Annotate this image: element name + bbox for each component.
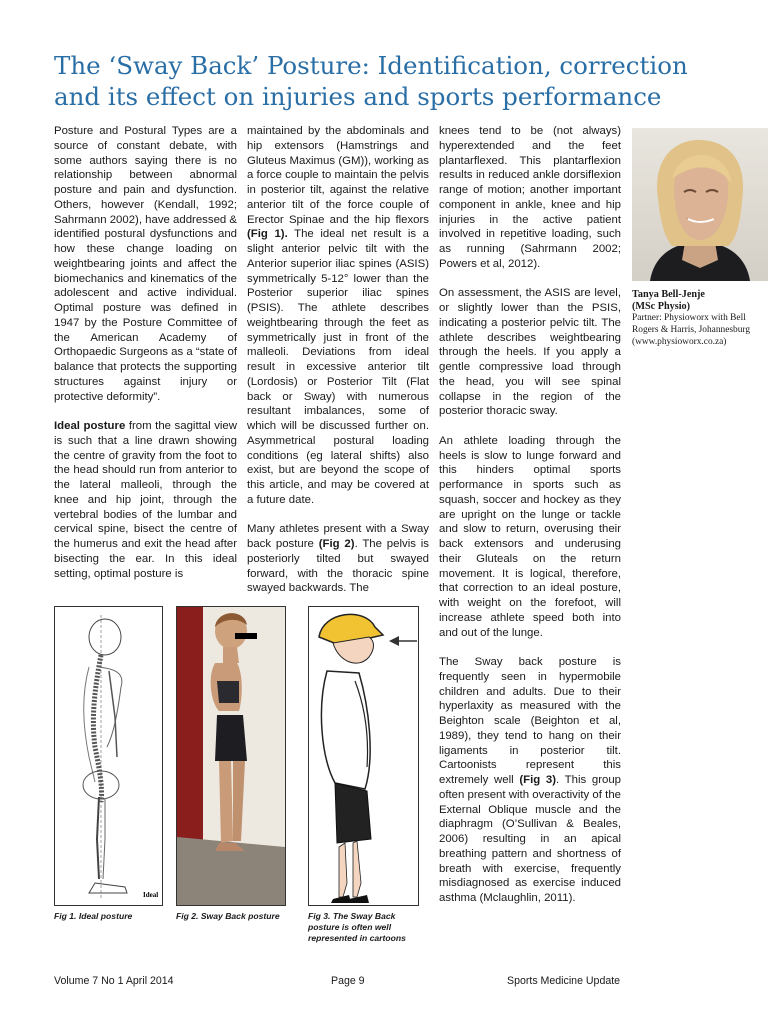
paragraph-text: . This group often present with overactivity of the External Oblique muscle and the diaphragm (O’Sullivan & Beales, 2006) resulting in an apical breathing pattern and shortness of breath with exercise, frequently misdiagnosed as exercise induced asthma (Mclaughlin, 2011). xyxy=(439,774,621,904)
paragraph xyxy=(54,419,237,581)
paragraph: knees tend to be (not always) hyperextended and the feet plantarflexed. This plantarflexion results in reduced ankle dorsiflexion range of motion; another important component in ankle, knee and hip injuries in the active patient involved in repetitive loading, such as running (Sahrmann 2002; Powers et al, 2012). xyxy=(439,125,621,270)
figure-reference: (Fig 2) xyxy=(318,538,355,550)
figure-reference: (Fig 3) xyxy=(519,774,557,786)
footer-page-number: Page 9 xyxy=(331,975,365,987)
author-affiliation: Partner: Physioworx with Bell Rogers & Harris, Johannesburg xyxy=(632,313,751,335)
paragraph: Posture and Postural Types are a source of constant debate, with some authors saying there is no relationship between abnormal posture and pain and dysfunction. Others, however (Kendall, 1992; Sahrmann 2002), have addressed & identified postural dysfunctions and how these change loading on weightbearing joints and affect the biomechanics and kinematics of the adolescent and active individual. Optimal posture was defined in 1947 by the Posture Committee of the American Academy of Orthopaedic Surgeons as a “state of balance that protects the supporting structures against injury or protective deformity”. xyxy=(54,125,238,403)
paragraph-text: The ideal net result is a slight anterior pelvic tilt with the Anterior superior iliac spines (ASIS) symmetrically 5-12° lower than the Posterior superior iliac spines (PSIS). The athlete describes weightbearing through the feet as symmetrically just in front of the malleoli. Deviations from ideal result in excessive anterior tilt (Lordosis) or Posterior Tilt (Flat back or Sway) with numerous resultant imbalances, some of which will be discussed further on. Asymmetrical postural loading conditions (eg lateral shifts) also exist, but are beyond the scope of this article, and may be covered at a future date. xyxy=(247,228,429,506)
paragraph: On assessment, the ASIS are level, or slightly lower than the PSIS, indicating a posterior pelvic tilt. The athlete describes weightbearing through the heels. If you apply a gentle compressive load through the head, you will see spinal collapse in the region of the posterior thoracic sway. xyxy=(439,287,621,418)
paragraph-text: . The pelvis is posteriorly tilted but swayed forward, with the thoracic spine swayed backwards. The xyxy=(247,538,429,595)
text-column-2 xyxy=(247,124,429,611)
paragraph: An athlete loading through the heels is slow to lunge forward and this hinders optimal sports performance in sports such as squash, soccer and hockey as they are upright on the lunge or tackle and slow to return, overusing their back extensors and underusing their Gluteals on the return movement. It is logical, therefore, that correction to an ideal posture, with weight on the forefoot, will increase athlete speed both into and out of the lunge. xyxy=(439,434,621,639)
paragraph-text: Many athletes present with a Sway back posture xyxy=(247,523,429,550)
paragraph xyxy=(247,124,429,508)
author-photo xyxy=(632,128,768,281)
paragraph-text: from the sagittal view is such that a line drawn showing the centre of gravity from the foot to the head should run from anterior to the lateral malleoli, through the knee and hip joint, through the vertebral bodies of the lumbar and cervical spine, bisect the centre of the humerus and exit the head after bisecting the ear. In this ideal setting, optimal posture is xyxy=(54,420,237,580)
bold-term: Ideal posture xyxy=(54,420,126,432)
figure-1-label: Ideal xyxy=(143,891,159,899)
author-name: Tanya Bell-Jenje xyxy=(632,289,705,300)
figure-reference: (Fig 1). xyxy=(247,228,288,241)
figure-1-caption: Fig 1. Ideal posture xyxy=(54,911,133,921)
figure-2-image xyxy=(176,606,286,906)
footer-publication: Sports Medicine Update xyxy=(507,975,621,987)
paragraph xyxy=(439,655,621,906)
figure-2-caption: Fig 2. Sway Back posture xyxy=(176,911,280,921)
figure-3-caption: Fig 3. The Sway Back posture is often well represented in cartoons xyxy=(308,911,406,943)
text-column-3 xyxy=(439,124,621,921)
paragraph-text: maintained by the abdominals and hip extensors (Hamstrings and Gluteus Maximus (GM)), working as a force couple to maintain the pelvis in posterior tilt, against the relative anterior tilt of the force couple of Erector Spinae and the hip flexors xyxy=(247,125,429,226)
author-info xyxy=(632,289,766,348)
article-title: The ‘Sway Back’ Posture: Identification, correction and its effect on injuries and sports performance xyxy=(54,51,688,111)
footer-issue: Volume 7 No 1 April 2014 xyxy=(54,975,174,987)
paragraph xyxy=(247,522,429,596)
author-website: (www.physioworx.co.za) xyxy=(632,336,727,347)
author-degree: (MSc Physio) xyxy=(632,301,691,313)
figure-1-image xyxy=(54,606,163,906)
paragraph-text: The Sway back posture is frequently seen in hypermobile children and adults. Due to their hyperlaxity as measured with the Beighton scale (Beighton et al, 1989), they tend to hang on their ligaments in posterior tilt. Cartoonists represent this extremely well xyxy=(439,656,621,786)
figure-3-image xyxy=(308,606,419,906)
text-column-1 xyxy=(54,124,237,596)
